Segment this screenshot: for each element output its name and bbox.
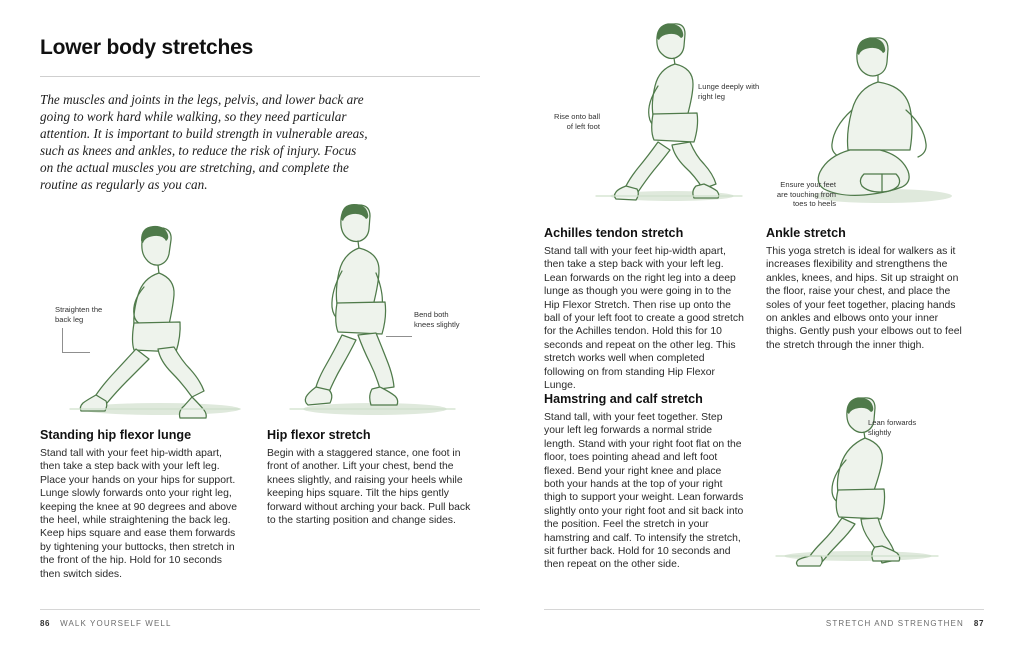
section-standing-hip-flexor-lunge [40, 428, 245, 581]
achilles-tendon-stretch-figure [582, 8, 762, 208]
section-body: Begin with a staggered stance, one foot in front of another. Lift your chest, bend the knees slightly, and raising your heels while keeping hips square. Tilt the hips gently forward without arching your back. Pull back to the starting position and change sides. [267, 448, 471, 527]
right-page [512, 0, 1024, 654]
callout-bend-both-knees: Bend both knees slightly [414, 310, 460, 329]
section-achilles-tendon-stretch [544, 226, 744, 392]
section-ankle-stretch [766, 226, 966, 392]
left-page-footer [40, 609, 480, 628]
left-page-columns [40, 428, 472, 581]
footer-label: STRETCH AND STRENGTHEN [825, 619, 964, 628]
section-body: Stand tall, with your feet together. Step your left leg forwards a normal stride length. Stand with your right foot flat on the floor, toes pointing ahead and left foot flexed. Bend your right knee and place both your hands at the top of your right thigh to support your weight. Lean forwards slightly onto your right foot and sit back into the position. Feel the stretch in your hamstring and calf. To intensify the stretch, sit further back. Hold for 10 seconds and then repeat on the other side. [544, 412, 744, 571]
section-heading: Ankle stretch [766, 226, 846, 240]
callout-leader-line [62, 352, 90, 353]
section-body: Stand tall with your feet hip-width apart, then take a step back with your left leg. Lean forwards on the right leg into a deep lunge as though you were going in to the Hip Flexor Stretch. Then rise up onto the ball of your left foot to create a good stretch for the Achilles tendon. Hold this for 10 seconds and repeat on the other leg. This stretch works well when completed following on from standing Hip Flexor Lunge. [544, 246, 744, 392]
callout-lean-forwards-slightly: Lean forwards slightly [868, 418, 917, 437]
callout-rise-onto-ball-of-left-foot: Rise onto ball of left foot [554, 112, 601, 131]
section-body: Stand tall with your feet hip-width apart, then take a step back with your left leg. Place your hands on your hips for support. Lunge slowly forwards onto your right leg, keeping the knee at 90 degrees and above the heel, while straightening the back leg. Keep hips square and ease them forwards by tightening your buttocks, then stretch in the front of the hip. Hold for 10 seconds then switch sides. [40, 448, 238, 580]
title-divider [40, 76, 480, 77]
callout-leader-line [386, 336, 412, 337]
section-heading: Hamstring and calf stretch [544, 392, 703, 406]
intro-paragraph: The muscles and joints in the legs, pelvis, and lower back are going to work hard while walking, so they need particular attention. It is important to build strength in vulnerable areas, such as knees and ankles, to reduce the risk of injury. Focus on the actual muscles you are stretching, and complete the routine as regularly as you can. [40, 92, 368, 192]
section-body: This yoga stretch is ideal for walkers as it increases flexibility and strengthens the ankles, knees, and hips. Sit up straight on the floor, raise your chest, and place the soles of your feet together, placing hands on ankles and elbows onto your inner thighs. Gently push your elbows out to feel the stretch through the inner thigh. [766, 246, 962, 351]
footer-label: WALK YOURSELF WELL [60, 619, 172, 628]
hip-flexor-stretch-figure [280, 185, 470, 425]
folio-number: 86 [40, 619, 51, 628]
right-page-footer [544, 609, 984, 628]
callout-lunge-deeply-with-right-leg: Lunge deeply with right leg [698, 82, 760, 101]
callout-straighten-back-leg: Straighten the back leg [55, 305, 103, 324]
page-title: Lower body stretches [40, 36, 254, 59]
callout-leader-line [62, 328, 63, 352]
hamstring-and-calf-stretch-figure [758, 380, 958, 570]
right-page-upper-columns [544, 226, 974, 392]
callout-ensure-feet-touching: Ensure your feet are touching from toes to heels [776, 180, 836, 209]
section-heading: Achilles tendon stretch [544, 226, 684, 240]
folio-number: 87 [973, 619, 984, 628]
section-hamstring-and-calf-stretch [544, 392, 744, 572]
section-heading: Hip flexor stretch [267, 428, 371, 442]
section-hip-flexor-stretch [267, 428, 472, 581]
section-heading: Standing hip flexor lunge [40, 428, 192, 442]
